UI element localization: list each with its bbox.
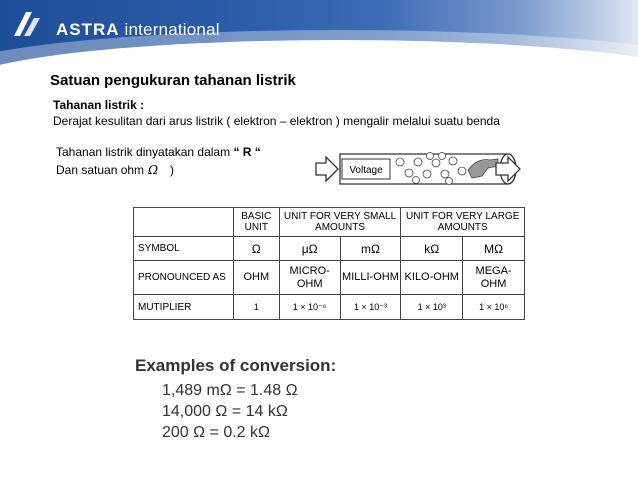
unit-statement: Dan satuan ohm Ω ) bbox=[56, 163, 175, 177]
table-cell: MICRO-OHM bbox=[279, 261, 340, 295]
resistance-statement: Tahanan listrik dinyatakan dalam “ R “ bbox=[56, 145, 261, 159]
definition-heading: Tahanan listrik : bbox=[53, 98, 145, 112]
left-arrow-icon bbox=[316, 157, 338, 181]
table-cell: 1 × 10⁻⁶ bbox=[279, 295, 340, 320]
table-header-empty bbox=[134, 208, 234, 237]
table-header-basic: BASIC UNIT bbox=[233, 208, 279, 237]
table-header-row bbox=[134, 208, 525, 237]
table-cell: 1 bbox=[233, 295, 279, 320]
table-cell: KILO-OHM bbox=[401, 261, 463, 295]
page-title: Satuan pengukuran tahanan listrik bbox=[50, 72, 296, 89]
table-row bbox=[134, 295, 525, 320]
example-item: 200 Ω = 0.2 kΩ bbox=[162, 424, 270, 441]
table-cell: kΩ bbox=[401, 237, 463, 261]
table-row bbox=[134, 261, 525, 295]
electron-flow-diagram bbox=[312, 140, 522, 198]
table-row bbox=[134, 237, 525, 261]
table-cell: MΩ bbox=[463, 237, 525, 261]
header-banner bbox=[0, 0, 638, 66]
table-cell: 1 × 10⁶ bbox=[463, 295, 525, 320]
table-cell: mΩ bbox=[340, 237, 401, 261]
brand-name: ASTRA international bbox=[56, 20, 220, 39]
table-cell: μΩ bbox=[279, 237, 340, 261]
voltage-label: Voltage bbox=[349, 165, 383, 176]
table-header-large: UNIT FOR VERY LARGE AMOUNTS bbox=[401, 208, 525, 237]
unit-table bbox=[133, 207, 525, 320]
row-label: PRONOUNCED AS bbox=[134, 261, 234, 295]
row-label: SYMBOL bbox=[134, 237, 234, 261]
table-header-small: UNIT FOR VERY SMALL AMOUNTS bbox=[279, 208, 401, 237]
astra-logo-icon bbox=[12, 10, 44, 38]
row-label: MUTIPLIER bbox=[134, 295, 234, 320]
table-cell: Ω bbox=[233, 237, 279, 261]
table-cell: 1 × 10⁻³ bbox=[340, 295, 401, 320]
definition-text: Derajat kesulitan dari arus listrik ( elektron – elektron ) mengalir melalui suatu benda bbox=[53, 114, 500, 128]
example-item: 1,489 mΩ = 1.48 Ω bbox=[162, 382, 298, 399]
table-cell: MEGA-OHM bbox=[463, 261, 525, 295]
examples-title: Examples of conversion: bbox=[135, 356, 337, 375]
table-cell: OHM bbox=[233, 261, 279, 295]
example-item: 14,000 Ω = 14 kΩ bbox=[162, 403, 288, 420]
table-cell: MILLI-OHM bbox=[340, 261, 401, 295]
table-cell: 1 × 10³ bbox=[401, 295, 463, 320]
